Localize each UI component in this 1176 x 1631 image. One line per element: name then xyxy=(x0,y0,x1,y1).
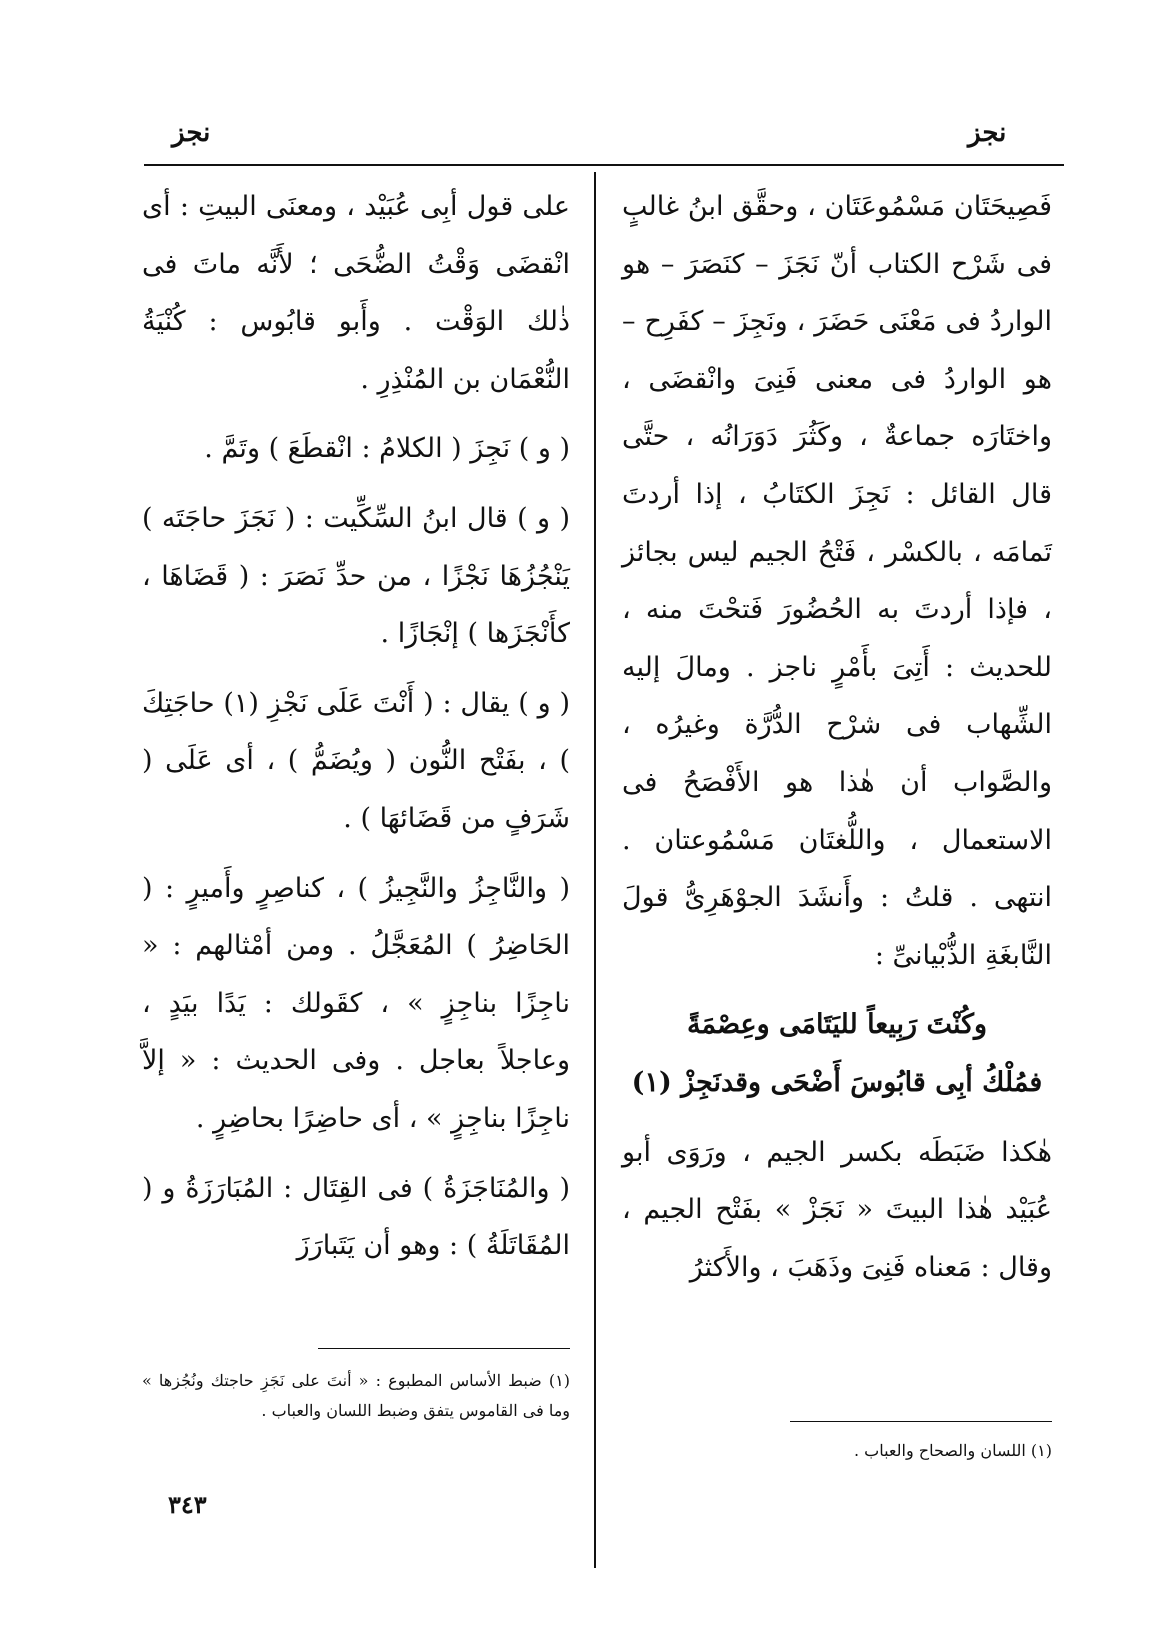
header-word-right: نجز xyxy=(968,118,1007,148)
header-word-left: نجز xyxy=(172,118,211,148)
left-column xyxy=(142,178,570,1275)
column-divider xyxy=(594,172,596,1568)
verse-line-1: وكُنْتَ رَبِيعاً لليَتَامَى وعِصْمَةً xyxy=(686,1009,987,1041)
footnote-rule-right xyxy=(790,1421,1052,1422)
right-column xyxy=(622,178,1052,1296)
left-paragraph: ( و ) نَجِزَ ( الكلامُ : انْقطَعَ ) وتَمَّ . xyxy=(204,433,570,465)
right-paragraph: فَصِيحَتَان مَسْمُوعَتَان ، وحقَّق ابنُ غالبٍ فى شَرْح الكتاب أنّ نَجَزَ – كنَصَرَ – هو الواردُ فى مَعْنَى حَضَرَ ، ونَجِزَ – كفَرِح – هو الواردُ فى معنى فَنِىَ وانْقضَى ، واختَارَه جماعةٌ ، وكَثُرَ دَوَرَانُه ، حتَّى قال القائل : نَجِزَ الكتَابُ ، إذا أردتَ تَمامَه ، بالكسْر ، فَتْحُ الجيم ليس بجائز ، فإذا أردتَ به الحُضُورَ فَتحْتَ منه ، للحديث : أَتِىَ بأَمْرٍ ناجز . ومالَ إليه الشِّهاب فى شرْح الدُّرَّة وغيرُه ، والصَّواب أن هٰذا هو الأَفْصَحُ فى الاستعمال ، واللُّغتَان مَسْمُوعتان . انتهى . قلتُ : وأَنشَدَ الجوْهَرِىُّ قولَ النَّابغَةِ الذُّبْيانىِّ : xyxy=(622,191,1052,971)
footnote-left: (١) ضبط الأساس المطبوع : « أنتَ على نَجَزِ حاجتك ونُجُزها » وما فى القاموس يتفق وضبط اللسان والعباب . xyxy=(142,1371,570,1420)
page-number: ٣٤٣ xyxy=(168,1490,207,1519)
footnote-rule-left xyxy=(318,1348,570,1349)
left-paragraph: ( والمُنَاجَزَةُ ) فى القِتَال : المُبَارَزَةُ و ( المُقَاتَلَةُ ) : وهو أن يَتَبارَزَ xyxy=(142,1172,570,1262)
footnote-right: (١) اللسان والصحاح والعباب . xyxy=(853,1441,1052,1460)
left-paragraph: على قول أبِى عُبَيْد ، ومعنَى البيتِ : أى انْقضَى وَقْتُ الضُّحَى ؛ لأَنَّه ماتَ فى ذٰلك الوَقْت . وأَبو قابُوس : كُنْيَةُ النُّعْمَان بن المُنْذِرِ . xyxy=(142,191,570,395)
right-paragraph: هٰكذا ضَبَطَه بكسر الجيم ، ورَوَى أبو عُبَيْد هٰذا البيتَ « نَجَزْ » بفَتْح الجيم ، وقال : مَعناه فَنِىَ وذَهَبَ ، والأَكثرُ xyxy=(622,1136,1052,1283)
header-rule xyxy=(144,164,1064,166)
left-paragraph: ( و ) قال ابنُ السِّكِّيت : ( نَجَزَ حاجَتَه ) يَنْجُزُهَا نَجْزًا ، من حدِّ نَصَرَ : ( قَضَاهَا ، كأَنْجَزَها ) إنْجَازًا . xyxy=(142,502,570,650)
left-paragraph: ( والنَّاجِزُ والنَّجِيزُ ) ، كناصِرٍ وأَميرٍ : ( الحَاضِرُ ) المُعَجَّلُ . ومن أمْثالهم : « ناجِزًا بناجِزٍ » ، كقَولك : يَدًا بيَدٍ ، وعاجلاً بعاجل . وفى الحديث : « إلاَّ ناجِزًا بناجِزٍ » ، أى حاضِرًا بحاضِرٍ . xyxy=(142,872,570,1134)
left-paragraph: ( و ) يقال : ( أَنْتَ عَلَى نَجْزِ (١) حاجَتِكَ ) ، بفَتْح النُّون ( ويُضَمُّ ) ، أى عَلَى ( شَرَفٍ من قَضَائهَا ) . xyxy=(142,687,570,834)
verse-line-2: فمُلْكُ أبِى قابُوسَ أَضْحَى وقدنَجِزْ (١) xyxy=(631,1066,1043,1098)
